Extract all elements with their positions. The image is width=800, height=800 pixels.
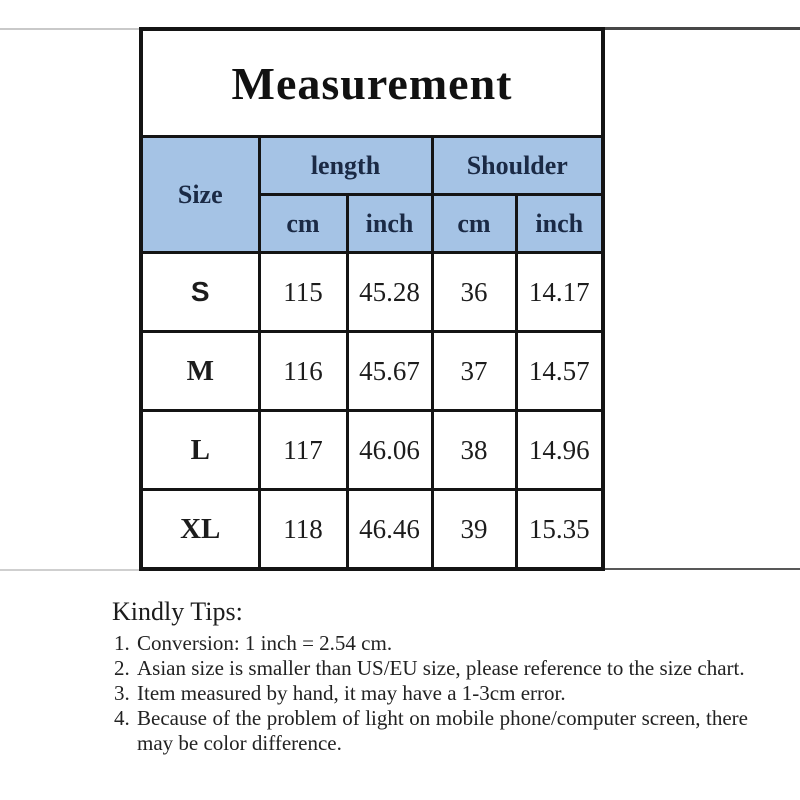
table-row <box>141 490 603 570</box>
measurement-value: 15.35 <box>516 490 603 570</box>
measurement-title: Measurement <box>141 29 603 137</box>
table-row <box>141 332 603 411</box>
tip-item: 1. Conversion: 1 inch = 2.54 cm. <box>135 631 748 656</box>
size-column-header: Size <box>141 137 259 253</box>
measurement-value: 14.96 <box>516 411 603 490</box>
top-rule-left <box>0 28 141 30</box>
shoulder-inch-header: inch <box>516 195 603 253</box>
measurement-value: 116 <box>259 332 347 411</box>
measurement-value: 14.17 <box>516 253 603 332</box>
tip-item: 3. Item measured by hand, it may have a 1-3cm error. <box>135 681 748 706</box>
table-row <box>141 253 603 332</box>
tips-list <box>135 631 748 756</box>
measurement-value: 36 <box>432 253 516 332</box>
measurement-value: 46.06 <box>347 411 432 490</box>
length-inch-header: inch <box>347 195 432 253</box>
measurement-value: 45.67 <box>347 332 432 411</box>
measurement-value: 39 <box>432 490 516 570</box>
group-header-row <box>141 137 603 195</box>
measurement-value: 45.28 <box>347 253 432 332</box>
size-label: L <box>141 411 259 490</box>
table-row <box>141 411 603 490</box>
measurement-value: 117 <box>259 411 347 490</box>
shoulder-group-header: Shoulder <box>432 137 603 195</box>
size-label: XL <box>141 490 259 570</box>
length-cm-header: cm <box>259 195 347 253</box>
measurement-table <box>139 27 605 571</box>
bottom-rule-left <box>0 569 141 571</box>
title-row <box>141 29 603 137</box>
size-label: S <box>141 253 259 332</box>
tips-heading: Kindly Tips: <box>112 597 243 626</box>
size-label: M <box>141 332 259 411</box>
shoulder-cm-header: cm <box>432 195 516 253</box>
measurement-value: 38 <box>432 411 516 490</box>
bottom-rule-right <box>601 568 800 570</box>
tip-item: 4. Because of the problem of light on mobile phone/computer screen, there may be color difference. <box>135 706 748 756</box>
measurement-value: 37 <box>432 332 516 411</box>
top-rule-right <box>601 27 800 30</box>
measurement-value: 14.57 <box>516 332 603 411</box>
measurement-value: 115 <box>259 253 347 332</box>
tip-item: 2. Asian size is smaller than US/EU size, please reference to the size chart. <box>135 656 748 681</box>
length-group-header: length <box>259 137 432 195</box>
measurement-value: 46.46 <box>347 490 432 570</box>
measurement-value: 118 <box>259 490 347 570</box>
